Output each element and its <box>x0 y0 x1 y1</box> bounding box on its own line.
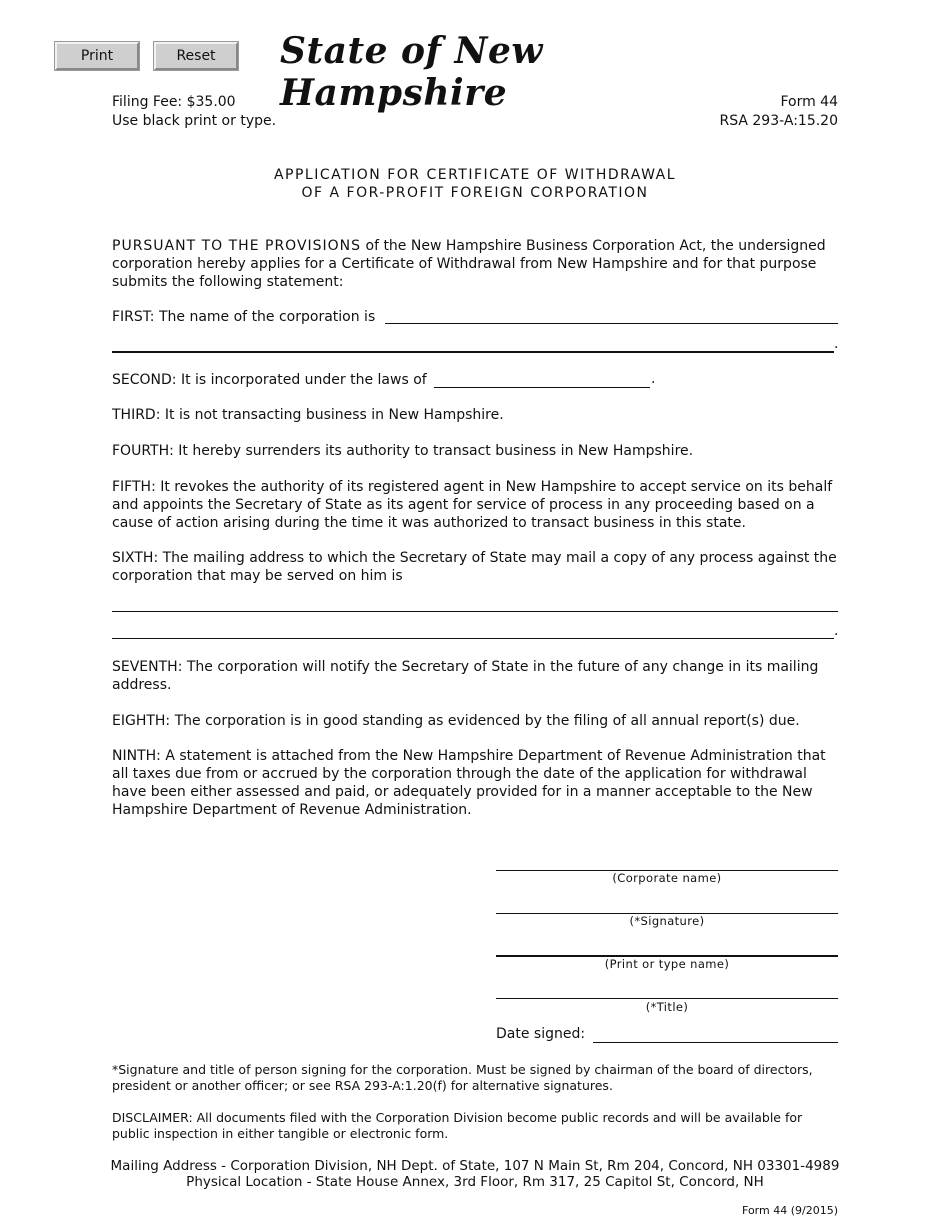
article-seventh: SEVENTH: The corporation will notify the Secretary of State in the future of any change in its mailing address. <box>112 659 819 693</box>
article-eighth: EIGHTH: The corporation is in good standing as evidenced by the filing of all annual report(s) due. <box>112 713 800 729</box>
period-3: . <box>834 623 839 639</box>
disclaimer: DISCLAIMER: All documents filed with the Corporation Division become public records and will be available for public inspection in either tangible or electronic form. <box>112 1110 803 1141</box>
date-signed-field[interactable] <box>593 1024 838 1043</box>
header-right <box>720 93 839 131</box>
print-button[interactable]: Print <box>55 42 139 70</box>
article-fourth: FOURTH: It hereby surrenders its authority to transact business in New Hampshire. <box>112 443 694 459</box>
corporate-name-field[interactable] <box>496 852 838 871</box>
article-fifth: FIFTH: It revokes the authority of its registered agent in New Hampshire to accept service on its behalf and appoints the Secretary of State as its agent for service of process in any proceeding based on a cause of action arising during the time it was authorized to transact business in this state. <box>112 479 833 531</box>
intro-paragraph <box>112 237 842 291</box>
physical-location: Physical Location - State House Annex, 3rd Floor, Rm 317, 25 Capitol St, Concord, NH <box>186 1174 764 1190</box>
filing-fee: Filing Fee: $35.00 <box>112 94 236 110</box>
date-signed-label: Date signed: <box>496 1026 586 1042</box>
form-title-line2: OF A FOR-PROFIT FOREIGN CORPORATION <box>301 185 649 201</box>
print-name-field[interactable] <box>496 937 838 957</box>
mailing-address-field-2[interactable] <box>112 620 834 639</box>
article-sixth: SIXTH: The mailing address to which the Secretary of State may mail a copy of any process against the corporation that may be served on him is <box>112 550 837 584</box>
article-ninth: NINTH: A statement is attached from the New Hampshire Department of Revenue Administration that all taxes due from or accrued by the corporation through the date of the application for withdrawal have been either assessed and paid, or adequately provided for in a manner acceptable to the New Hampshire Department of Revenue Administration. <box>112 748 826 818</box>
mailing-address: Mailing Address - Corporation Division, NH Dept. of State, 107 N Main St, Rm 204, Concord, NH 03301-4989 <box>110 1158 840 1174</box>
ink-instruction: Use black print or type. <box>112 113 277 129</box>
form-number: Form 44 <box>780 94 838 110</box>
signature-field[interactable] <box>496 895 838 914</box>
signature-footnote: *Signature and title of person signing for the corporation. Must be signed by chairman of the board of directors, president or another officer; or see RSA 293-A:1.20(f) for alternative signatures. <box>112 1062 813 1093</box>
corporate-name-label: (Corporate name) <box>612 871 722 885</box>
corporation-name-field-2[interactable] <box>112 333 834 353</box>
intro-text: of the New Hampshire Business Corporation Act, the undersigned corporation hereby applies for a Certificate of Withdrawal from New Hampshire and for that purpose submits the following statement: <box>112 238 826 290</box>
header-left <box>112 93 276 131</box>
title-label: (*Title) <box>645 1000 689 1014</box>
state-title: State of New Hampshire <box>280 30 543 114</box>
print-name-label: (Print or type name) <box>604 957 730 971</box>
intro-lead: PURSUANT TO THE PROVISIONS <box>112 238 362 254</box>
article-first: FIRST: The name of the corporation is <box>112 309 376 325</box>
title-field[interactable] <box>496 980 838 999</box>
signature-label: (*Signature) <box>629 914 705 928</box>
article-third: THIRD: It is not transacting business in New Hampshire. <box>112 407 504 423</box>
form-title-line1: APPLICATION FOR CERTIFICATE OF WITHDRAWAL <box>273 167 677 183</box>
reset-button[interactable]: Reset <box>154 42 238 70</box>
mailing-address-field-1[interactable] <box>112 593 838 612</box>
article-second: SECOND: It is incorporated under the laws of <box>112 372 427 388</box>
form-footer: Form 44 (9/2015) <box>742 1204 838 1217</box>
period-1: . <box>834 336 839 352</box>
corporation-name-field-1[interactable] <box>385 305 838 324</box>
laws-of-field[interactable] <box>434 369 650 388</box>
rsa-reference: RSA 293-A:15.20 <box>719 113 838 129</box>
period-2: . <box>651 371 656 387</box>
